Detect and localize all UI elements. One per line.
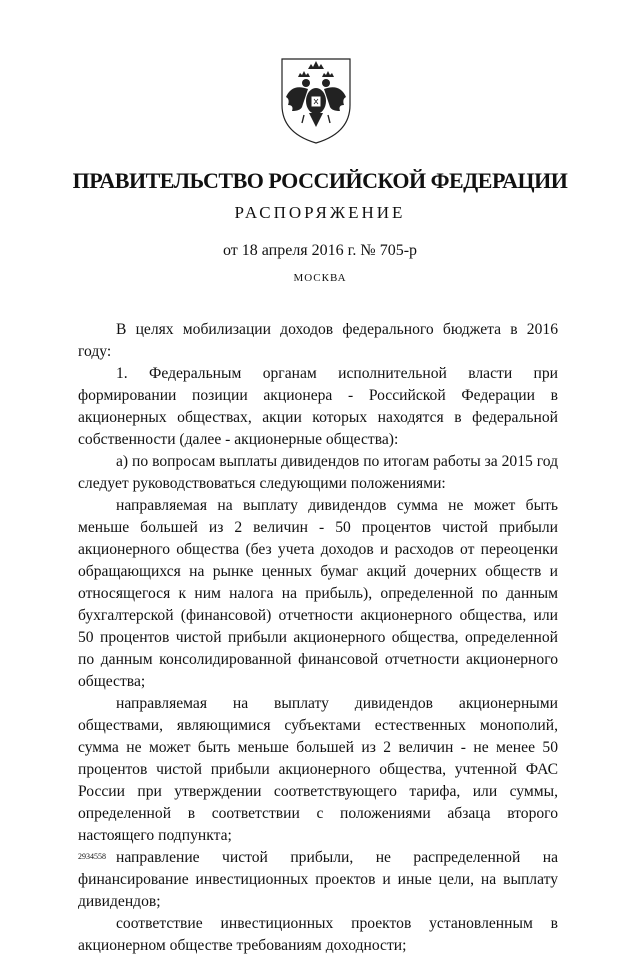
paragraph: направляемая на выплату дивидендов акционерными обществами, являющимися субъектами естественных монополий, сумма не может быть меньше большей из 2 величин - не менее 50 процентов чистой прибыли акционерного общества, учтенной ФАС России при утверждении соответствующего тарифа, или суммы, определенной в соответствии с положениями абзаца второго настоящего подпункта;: [78, 695, 558, 844]
paragraph: 1. Федеральным органам исполнительной власти при формировании позиции акционера - Российской Федерации в акционерных обществах, акции которых находятся в федеральной собственности (далее - акционерные общества):: [78, 365, 558, 448]
paragraph: соответствие инвестиционных проектов установленным в акционерном обществе требованиям доходности;: [78, 915, 558, 954]
government-title: ПРАВИТЕЛЬСТВО РОССИЙСКОЙ ФЕДЕРАЦИИ: [72, 168, 568, 193]
paragraph: направляемая на выплату дивидендов сумма не может быть меньше большей из 2 величин - 50 процентов чистой прибыли акционерного общества (без учета доходов и расходов от переоценки обращающихся на рынке ценных бумаг акций дочерних обществ и относящегося к ним налога на прибыль), определенной по данным бухгалтерской (финансовой) отчетности акционерного общества, или 50 процентов чистой прибыли акционерного общества, определенной по данным консолидированной финансовой отчетности акционерного общества;: [78, 497, 558, 690]
document-body: [78, 319, 558, 957]
paragraph: В целях мобилизации доходов федерального бюджета в 2016 году:: [78, 321, 558, 360]
document-type: РАСПОРЯЖЕНИЕ: [234, 203, 406, 222]
document-code: 2934558: [78, 852, 106, 861]
paragraph: а) по вопросам выплаты дивидендов по итогам работы за 2015 год следует руководствоваться следующими положениями:: [78, 453, 558, 492]
paragraph: направление чистой прибыли, не распределенной на финансирование инвестиционных проектов и иные цели, на выплату дивидендов;: [78, 849, 558, 910]
russian-coat-of-arms-icon: [278, 55, 354, 145]
document-date-number: от 18 апреля 2016 г. № 705-р: [222, 242, 418, 259]
document-city: МОСКВА: [293, 272, 347, 284]
